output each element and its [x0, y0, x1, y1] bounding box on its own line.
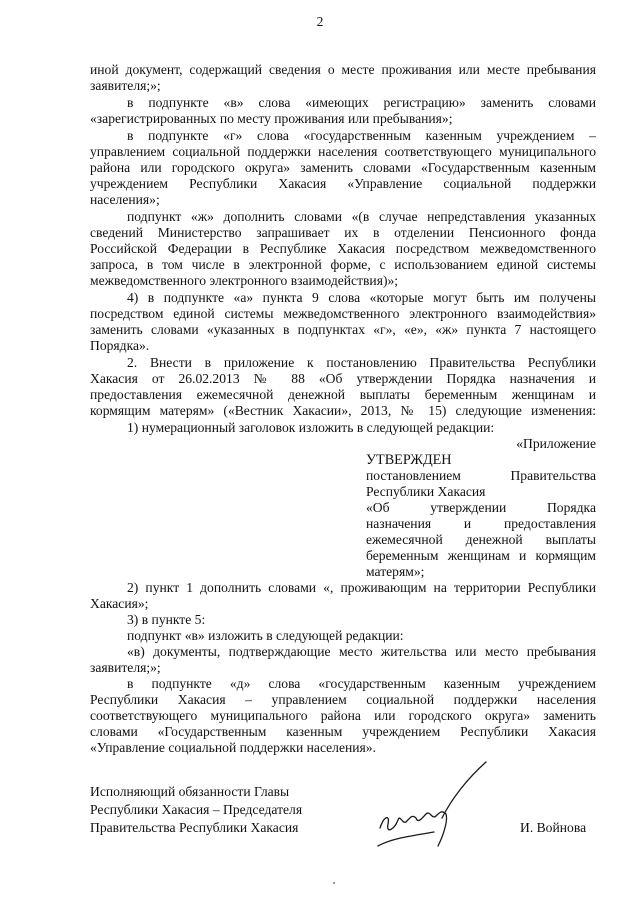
text-line: Хакасия от 26.02.2013 № 88 «Об утверждении Порядка назначения и — [90, 371, 596, 386]
text-line: Хакасия»; — [90, 596, 149, 611]
text-line: района или городского округа» заменить словами «Государственным казенным — [90, 160, 596, 175]
handwritten-signature — [372, 758, 492, 850]
text-line: 2) пункт 1 дополнить словами «, проживающим на территории Республики — [127, 580, 596, 595]
text-line: иной документ, содержащий сведения о месте проживания или месте пребывания — [90, 62, 596, 77]
text-line: 4) в подпункте «а» пункта 9 слова «которые могут быть им получены — [127, 290, 596, 305]
text-line: заявителя;»; — [90, 660, 161, 675]
approval-heading: УТВЕРЖДЕН — [366, 452, 452, 468]
text-line: «Управление социальной поддержки населения». — [90, 740, 376, 755]
text-line: 3) в пункте 5: — [127, 612, 206, 627]
signatory-name: И. Войнова — [520, 820, 587, 835]
text-line: 1) нумерационный заголовок изложить в следующей редакции: — [127, 420, 495, 435]
text-line: «зарегистрированных по месту проживания или пребывания»; — [90, 111, 453, 126]
text-line: Российской Федерации в Республике Хакасия посредством межведомственного — [90, 241, 596, 256]
text-line: словами «Государственным казенным учреждением Республики Хакасия — [90, 724, 596, 739]
text-line: запроса, в том числе в электронной форме, с использованием единой системы — [90, 257, 596, 272]
approval-line: ежемесячной денежной выплаты — [366, 532, 596, 547]
appendix-label: «Приложение — [516, 436, 596, 451]
text-line: предоставления ежемесячной денежной выплаты беременным женщинам и — [90, 387, 596, 402]
text-line: посредством единой системы межведомственного электронного взаимодействия» — [90, 306, 596, 321]
text-line: Республики Хакасия – управлением социальной поддержки населения — [90, 692, 596, 707]
text-line: в подпункте «д» слова «государственным казенным учреждением — [127, 676, 596, 691]
page-number: 2 — [316, 14, 324, 29]
text-line: межведомственного электронного взаимодействия)»; — [90, 273, 399, 288]
approval-line: назначения и предоставления — [366, 516, 596, 531]
approval-line: «Об утверждении Порядка — [366, 500, 596, 515]
text-line: подпункт «ж» дополнить словами «(в случае непредставления указанных — [127, 209, 596, 224]
scan-speck — [333, 882, 335, 884]
text-line: 2. Внести в приложение к постановлению Правительства Республики — [127, 355, 596, 370]
signatory-title: Республики Хакасия – Председателя — [90, 802, 303, 817]
approval-line: постановлением Правительства — [366, 468, 596, 483]
text-line: учреждением Республики Хакасия «Управление социальной поддержки — [90, 176, 596, 191]
text-line: соответствующего муниципального района или городского округа» заменить — [90, 708, 596, 723]
text-line: «в) документы, подтверждающие место жительства или место пребывания — [127, 644, 596, 659]
text-line: сведений Министерство запрашивает их в отделении Пенсионного фонда — [90, 225, 596, 240]
text-line: в подпункте «г» слова «государственным казенным учреждением – — [127, 128, 596, 143]
text-line: подпункт «в» изложить в следующей редакции: — [127, 628, 404, 643]
text-line: Порядка». — [90, 338, 150, 353]
approval-line: Республики Хакасия — [366, 484, 486, 499]
approval-line: беременным женщинам и кормящим — [366, 548, 596, 563]
signatory-title: Правительства Республики Хакасия — [90, 820, 299, 835]
text-line: населения»; — [90, 192, 160, 207]
approval-line: матерям»; — [366, 564, 425, 579]
text-line: управлением социальной поддержки населения соответствующего муниципального — [90, 144, 596, 159]
text-line: заявителя;»; — [90, 78, 161, 93]
text-line: в подпункте «в» слова «имеющих регистрацию» заменить словами — [127, 95, 596, 110]
text-line: заменить словами «указанных в подпунктах «г», «е», «ж» пункта 7 настоящего — [90, 322, 596, 337]
text-line: кормящим матерям» («Вестник Хакасии», 2013, № 15) следующие изменения: — [90, 403, 596, 418]
signatory-title: Исполняющий обязанности Главы — [90, 784, 290, 799]
